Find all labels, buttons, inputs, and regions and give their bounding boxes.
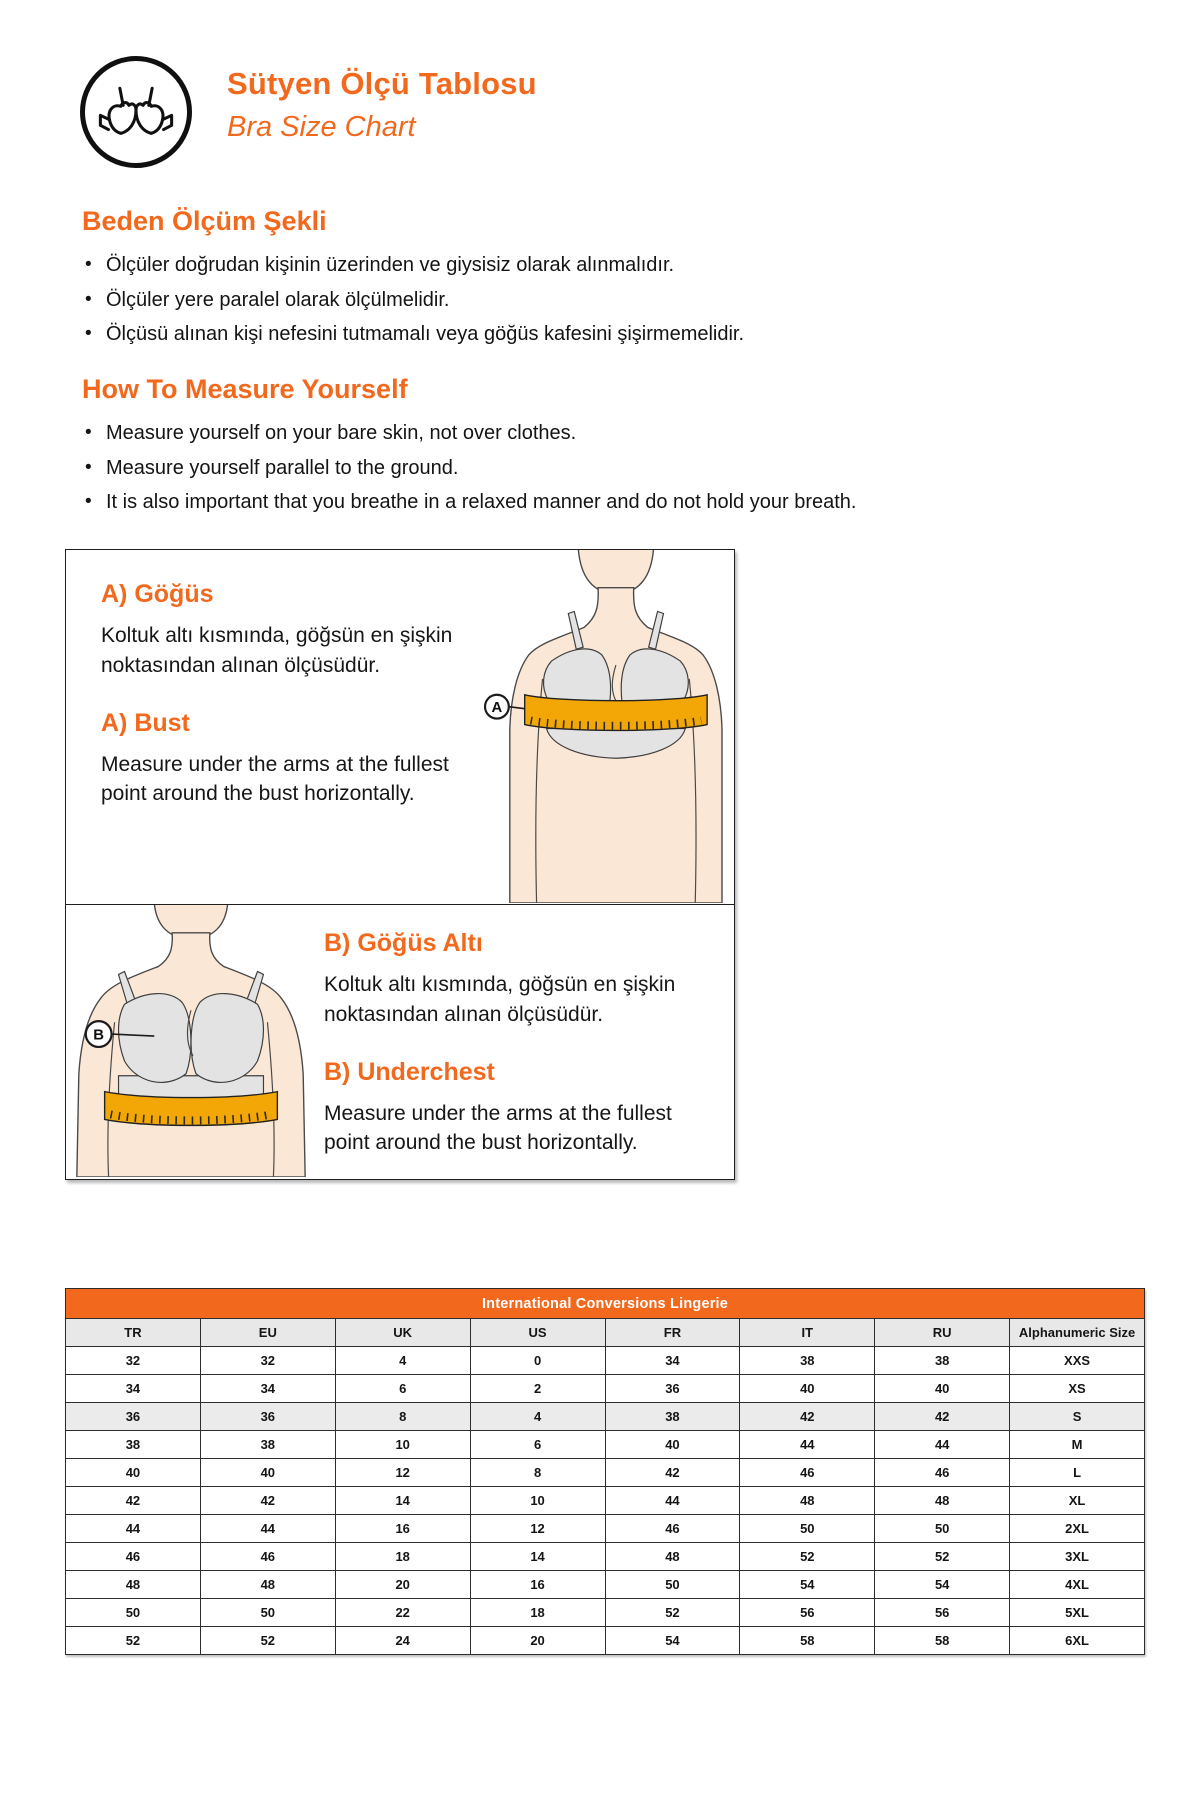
table-cell: 3XL — [1010, 1543, 1145, 1571]
table-cell: 38 — [740, 1347, 875, 1375]
table-cell: 44 — [740, 1431, 875, 1459]
table-cell: 48 — [875, 1487, 1010, 1515]
table-cell: 36 — [200, 1403, 335, 1431]
table-cell: 6 — [470, 1431, 605, 1459]
table-cell: 46 — [66, 1543, 201, 1571]
table-cell: 6XL — [1010, 1627, 1145, 1655]
table-cell: 12 — [335, 1459, 470, 1487]
column-header: TR — [66, 1319, 201, 1347]
bullet-item: • Measure yourself parallel to the ground. — [82, 456, 1142, 482]
table-cell: L — [1010, 1459, 1145, 1487]
table-cell: 38 — [875, 1347, 1010, 1375]
measurement-diagrams — [65, 549, 735, 1180]
document-titles — [227, 66, 537, 144]
table-cell: 52 — [740, 1543, 875, 1571]
diagram-b-heading-en: B) Underchest — [324, 1057, 495, 1086]
bullet-item: • It is also important that you breathe in a relaxed manner and do not hold your breath. — [82, 490, 1142, 516]
table-row — [66, 1627, 1145, 1655]
table-row — [66, 1347, 1145, 1375]
table-cell: 42 — [605, 1459, 740, 1487]
size-conversion-table — [65, 1288, 1145, 1655]
table-cell: 46 — [740, 1459, 875, 1487]
section-heading-en: How To Measure Yourself — [82, 374, 408, 404]
table-row — [66, 1375, 1145, 1403]
table-cell: 40 — [66, 1459, 201, 1487]
bullet-item: • Ölçüler doğrudan kişinin üzerinden ve giysisiz olarak alınmalıdır. — [82, 253, 1142, 279]
table-cell: 48 — [66, 1571, 201, 1599]
table-row — [66, 1543, 1145, 1571]
diagram-box-underchest — [65, 905, 735, 1180]
table-cell: 50 — [200, 1599, 335, 1627]
table-cell: XXS — [1010, 1347, 1145, 1375]
table-cell: 34 — [605, 1347, 740, 1375]
table-cell: 50 — [66, 1599, 201, 1627]
table-cell: 50 — [740, 1515, 875, 1543]
table-cell: 42 — [875, 1403, 1010, 1431]
table-cell: 48 — [605, 1543, 740, 1571]
bullet-item: • Ölçüler yere paralel olarak ölçülmelidir. — [82, 288, 1142, 314]
diagram-a-heading-en: A) Bust — [101, 708, 190, 737]
table-cell: 42 — [200, 1487, 335, 1515]
table-cell: 56 — [875, 1599, 1010, 1627]
table-cell: 20 — [335, 1571, 470, 1599]
section-measure-instructions-tr — [82, 206, 1142, 357]
table-cell: S — [1010, 1403, 1145, 1431]
table-cell: 42 — [66, 1487, 201, 1515]
table-cell: 16 — [335, 1515, 470, 1543]
diagram-b-desc-en: Measure under the arms at the fullest point around the bust horizontally. — [324, 1101, 672, 1155]
bullet-list-tr — [82, 253, 1142, 348]
table-row — [66, 1403, 1145, 1431]
table-cell: 58 — [740, 1627, 875, 1655]
page-title: Sütyen Ölçü Tablosu — [227, 66, 537, 101]
table-cell: 46 — [605, 1515, 740, 1543]
table-row — [66, 1431, 1145, 1459]
table-cell: 32 — [200, 1347, 335, 1375]
table-cell: 2XL — [1010, 1515, 1145, 1543]
bullet-item: • Ölçüsü alınan kişi nefesini tutmamalı veya göğüs kafesini şişirmemelidir. — [82, 322, 1142, 348]
table-cell: 52 — [66, 1627, 201, 1655]
table-cell: 34 — [200, 1375, 335, 1403]
column-header: Alphanumeric Size — [1010, 1319, 1145, 1347]
bra-logo — [80, 56, 192, 168]
table-cell: 36 — [66, 1403, 201, 1431]
bullet-list-en — [82, 421, 1142, 516]
table-row — [66, 1459, 1145, 1487]
column-header: UK — [335, 1319, 470, 1347]
diagram-a-desc-en: Measure under the arms at the fullest point around the bust horizontally. — [101, 752, 449, 806]
svg-text:A: A — [491, 700, 503, 717]
diagram-a-heading-tr: A) Göğüs — [101, 580, 214, 608]
diagram-b-desc-tr: Koltuk altı kısmında, göğsün en şişkin noktasından alınan ölçüsüdür. — [324, 973, 676, 1026]
table-cell: 40 — [605, 1431, 740, 1459]
table-cell: 52 — [605, 1599, 740, 1627]
table-cell: 20 — [470, 1627, 605, 1655]
table-cell: 50 — [875, 1515, 1010, 1543]
table-cell: 8 — [470, 1459, 605, 1487]
diagram-b-text — [324, 929, 719, 1180]
table-row — [66, 1487, 1145, 1515]
column-header: EU — [200, 1319, 335, 1347]
table-cell: 40 — [875, 1375, 1010, 1403]
table-cell: 38 — [605, 1403, 740, 1431]
table-cell: 4XL — [1010, 1571, 1145, 1599]
table-cell: 36 — [605, 1375, 740, 1403]
table-title: International Conversions Lingerie — [66, 1289, 1145, 1319]
table-cell: 5XL — [1010, 1599, 1145, 1627]
diagram-box-bust — [65, 549, 735, 905]
table-cell: 4 — [470, 1403, 605, 1431]
table-cell: 4 — [335, 1347, 470, 1375]
table-cell: 44 — [66, 1515, 201, 1543]
table-cell: 46 — [875, 1459, 1010, 1487]
table-header-row — [66, 1319, 1145, 1347]
table-cell: 42 — [740, 1403, 875, 1431]
section-measure-instructions-en — [82, 374, 1142, 525]
table-cell: 40 — [740, 1375, 875, 1403]
table-cell: XS — [1010, 1375, 1145, 1403]
table-cell: M — [1010, 1431, 1145, 1459]
table-cell: 40 — [200, 1459, 335, 1487]
column-header: FR — [605, 1319, 740, 1347]
table-cell: 2 — [470, 1375, 605, 1403]
table-cell: 10 — [470, 1487, 605, 1515]
table-cell: 10 — [335, 1431, 470, 1459]
table-cell: 46 — [200, 1543, 335, 1571]
table-cell: 32 — [66, 1347, 201, 1375]
table-row — [66, 1599, 1145, 1627]
svg-text:B: B — [93, 1027, 105, 1044]
diagram-b-heading-tr: B) Göğüs Altı — [324, 929, 483, 957]
section-heading-tr: Beden Ölçüm Şekli — [82, 206, 327, 236]
bullet-item: • Measure yourself on your bare skin, not over clothes. — [82, 421, 1142, 447]
table-row — [66, 1571, 1145, 1599]
column-header: US — [470, 1319, 605, 1347]
table-cell: 44 — [605, 1487, 740, 1515]
table-cell: 14 — [470, 1543, 605, 1571]
page-subtitle: Bra Size Chart — [227, 111, 416, 143]
table-cell: 54 — [740, 1571, 875, 1599]
table-title-row — [66, 1289, 1145, 1319]
table-cell: 24 — [335, 1627, 470, 1655]
table-cell: 18 — [335, 1543, 470, 1571]
table-cell: 52 — [875, 1543, 1010, 1571]
table-cell: 56 — [740, 1599, 875, 1627]
table-cell: 6 — [335, 1375, 470, 1403]
bust-measure-illustration — [476, 550, 734, 903]
bra-icon — [98, 83, 174, 141]
table-cell: 44 — [875, 1431, 1010, 1459]
table-row — [66, 1515, 1145, 1543]
table-body — [66, 1347, 1145, 1655]
table-cell: 52 — [200, 1627, 335, 1655]
diagram-a-desc-tr: Koltuk altı kısmında, göğsün en şişkin noktasından alınan ölçüsüdür. — [101, 624, 453, 677]
table-cell: 38 — [200, 1431, 335, 1459]
table-cell: 16 — [470, 1571, 605, 1599]
table-cell: 34 — [66, 1375, 201, 1403]
table-cell: 58 — [875, 1627, 1010, 1655]
table-cell: 38 — [66, 1431, 201, 1459]
table-cell: 12 — [470, 1515, 605, 1543]
table-cell: 18 — [470, 1599, 605, 1627]
table-cell: 8 — [335, 1403, 470, 1431]
underchest-measure-illustration — [66, 905, 316, 1177]
column-header: RU — [875, 1319, 1010, 1347]
column-header: IT — [740, 1319, 875, 1347]
table-cell: 14 — [335, 1487, 470, 1515]
table-cell: 48 — [200, 1571, 335, 1599]
table-cell: 50 — [605, 1571, 740, 1599]
table-cell: 48 — [740, 1487, 875, 1515]
table-cell: XL — [1010, 1487, 1145, 1515]
diagram-a-text — [101, 580, 496, 837]
table-cell: 44 — [200, 1515, 335, 1543]
table-cell: 22 — [335, 1599, 470, 1627]
table-cell: 54 — [875, 1571, 1010, 1599]
table-cell: 0 — [470, 1347, 605, 1375]
measuring-tape-a — [525, 695, 707, 731]
table-cell: 54 — [605, 1627, 740, 1655]
